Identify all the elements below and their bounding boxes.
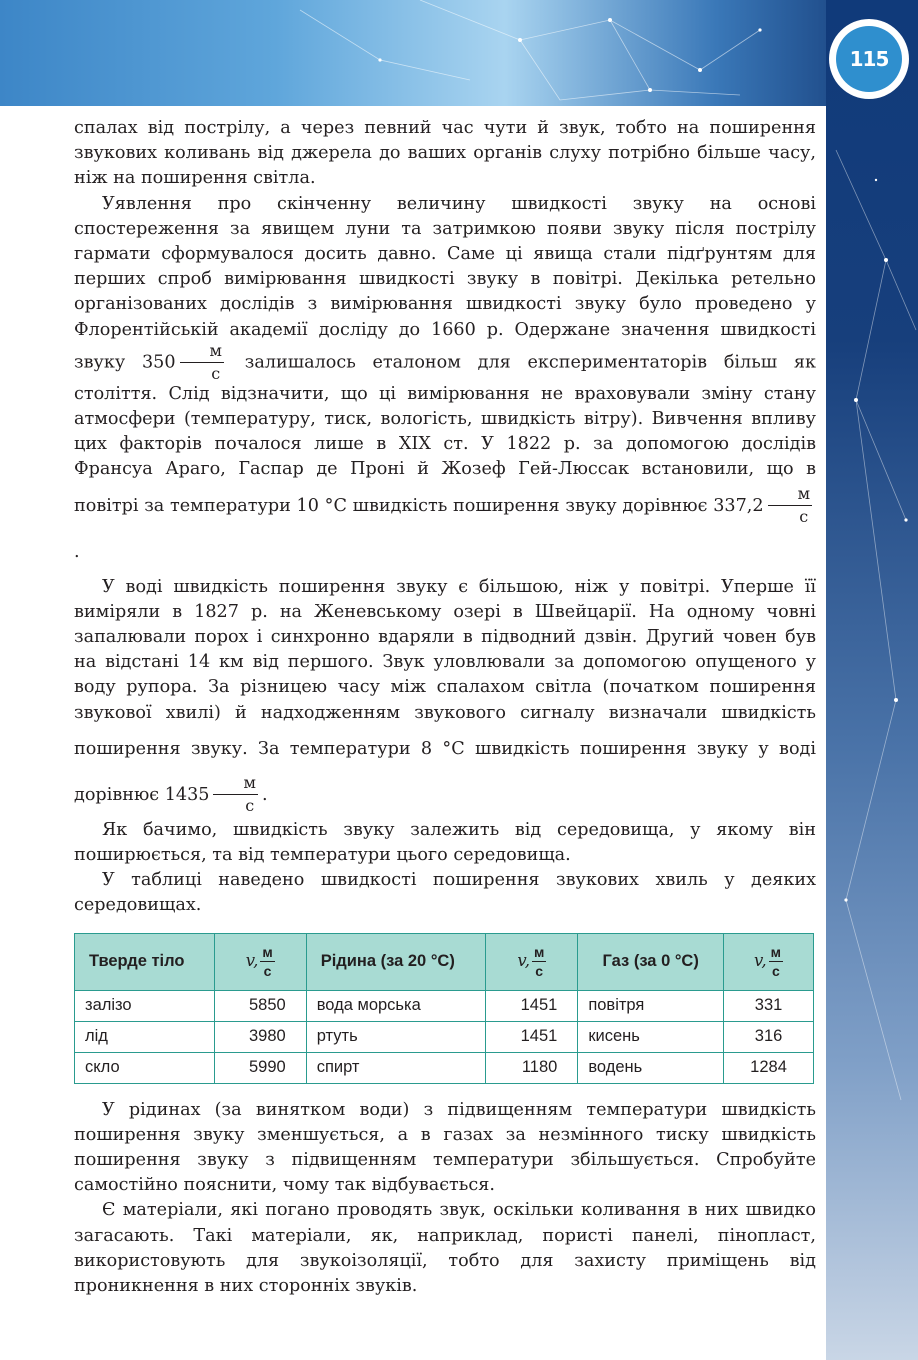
paragraph: У рідинах (за винятком води) з підвищенням температури швидкість поширення звуку зменшується, а в газах за незмінного тиску швидкість поширення звуку з підвищенням температури збільшується. Спробуйте самостійно пояснити, чому так відбувається. xyxy=(74,1099,816,1196)
table-cell: 1180 xyxy=(486,1052,578,1083)
table-cell: повітря xyxy=(578,990,724,1021)
table-cell: 3980 xyxy=(214,1021,306,1052)
table-header-row xyxy=(75,933,814,990)
table-cell: 5850 xyxy=(214,990,306,1021)
unit-fraction: $\frac{м}{с}$ xyxy=(213,775,257,814)
formula: звуку у воді дорівнює 1435 $\frac{м}{с}$ . xyxy=(74,738,816,816)
page-number: 115 xyxy=(849,47,889,71)
formula: 337,2 $\frac{м}{с}$ . xyxy=(74,484,811,562)
paragraph: Є матеріали, які погано проводять звук, оскільки коливання в них швидко загасають. Такі матеріали, як, наприклад, пористі панелі, пінопласт, використовують для звукоізоляції, тобто для захисту приміщень від проникнення в них сторонніх звуків. xyxy=(74,1200,816,1297)
sound-speed-table xyxy=(74,933,814,1084)
table-cell: вода морська xyxy=(306,990,486,1021)
table-cell: водень xyxy=(578,1052,724,1083)
paragraph-text: Уявлення про скінченну величину швидкості звуку на основі спостереження за явищем луни та затримкою появи звуку після пострілу гармати сформувалося досить давно. Саме ці явища стали підґрунтям для перших спроб вимірювання швидкості звуку в повітрі. Декілька ретельно організованих дослідів з вимірювання швидкості звуку було проведено у Флорентійській академії досліду до 1660 р. Одержане значення швидкості звуку 350 xyxy=(74,193,816,373)
paragraph: Як бачимо, швидкість звуку залежить від середовища, у якому він поширюється, та від температури цього середовища. xyxy=(74,819,816,866)
page-number-badge xyxy=(828,18,910,100)
table-cell: 5990 xyxy=(214,1052,306,1083)
paragraph xyxy=(74,192,816,575)
unit-fraction: $\frac{м}{с}$ xyxy=(262,944,273,980)
header-gas: Газ (за 0 °С) xyxy=(578,933,724,990)
table-cell: залізо xyxy=(75,990,215,1021)
paragraph: спалах від пострілу, а через певний час чути й звук, тобто на поширення звукових коливань від джерела до ваших органів слуху потрібно більше часу, ніж на поширення світла. xyxy=(74,118,816,189)
table-cell: ртуть xyxy=(306,1021,486,1052)
table-cell: 331 xyxy=(724,990,814,1021)
unit-fraction: $\frac{м}{с}$ xyxy=(770,944,782,980)
table-cell: 1451 xyxy=(486,990,578,1021)
table-cell: 1451 xyxy=(486,1021,578,1052)
header-liquid: Рідина (за 20 °С) xyxy=(306,933,486,990)
table-cell: спирт xyxy=(306,1052,486,1083)
table-cell: кисень xyxy=(578,1021,724,1052)
right-decorative-strip xyxy=(826,0,918,1360)
constellation-decoration-side xyxy=(826,0,918,1360)
table-row xyxy=(75,990,814,1021)
constellation-decoration xyxy=(0,0,918,108)
unit-fraction: $\frac{м}{с}$ xyxy=(533,944,545,980)
table-cell: 316 xyxy=(724,1021,814,1052)
header-velocity: v, $\frac{м}{с}$ xyxy=(724,933,814,990)
table-cell: лід xyxy=(75,1021,215,1052)
top-banner xyxy=(0,0,918,108)
paragraph xyxy=(74,575,816,818)
table-cell: скло xyxy=(75,1052,215,1083)
unit-fraction: $\frac{м}{с}$ xyxy=(768,486,812,525)
paragraph-text: залишалось еталоном для експериментаторів більш як століття. Слід відзначити, що ці вимірювання не враховували зміну стану атмосфери (температуру, тиск, вологість, швидкість вітру). Вивчення впливу цих факторів почалося лише в XIX ст. У 1822 р. за допомогою дослідів Франсуа Араго, Гаспар де Проні й Жозеф Гей-Люссак встановили, що в повітрі за температури 10 °С швидкість поширення звуку дорівнює xyxy=(74,352,816,516)
header-solid: Тверде тіло xyxy=(75,933,215,990)
paragraph-text: У воді швидкість поширення звуку є більшою, ніж у повітрі. Уперше її виміряли в 1827 р. на Женевському озері в Швейцарії. На одному човні запалювали порох і синхронно вдаряли в підводний дзвін. Другий човен був на відстані 14 км від першого. Звук уловлювали за допомогою опущеного у воду рупора. За різницею часу між спалахом світла (початком поширення звукової хвилі) й надходженням звукового сигналу визначали швидкість поширення звуку. За температури 8 °С швидкість поширення xyxy=(74,576,816,759)
unit-fraction: $\frac{м}{с}$ xyxy=(180,343,224,382)
table-row xyxy=(75,1021,814,1052)
header-velocity: v, $\frac{м}{с}$ xyxy=(486,933,578,990)
table-row xyxy=(75,1052,814,1083)
page-body xyxy=(74,116,816,1299)
header-velocity: v, $\frac{м}{с}$ xyxy=(214,933,306,990)
speed-table-wrapper xyxy=(74,933,816,1084)
table-cell: 1284 xyxy=(724,1052,814,1083)
paragraph: У таблиці наведено швидкості поширення звукових хвиль у деяких середовищах. xyxy=(74,870,816,916)
